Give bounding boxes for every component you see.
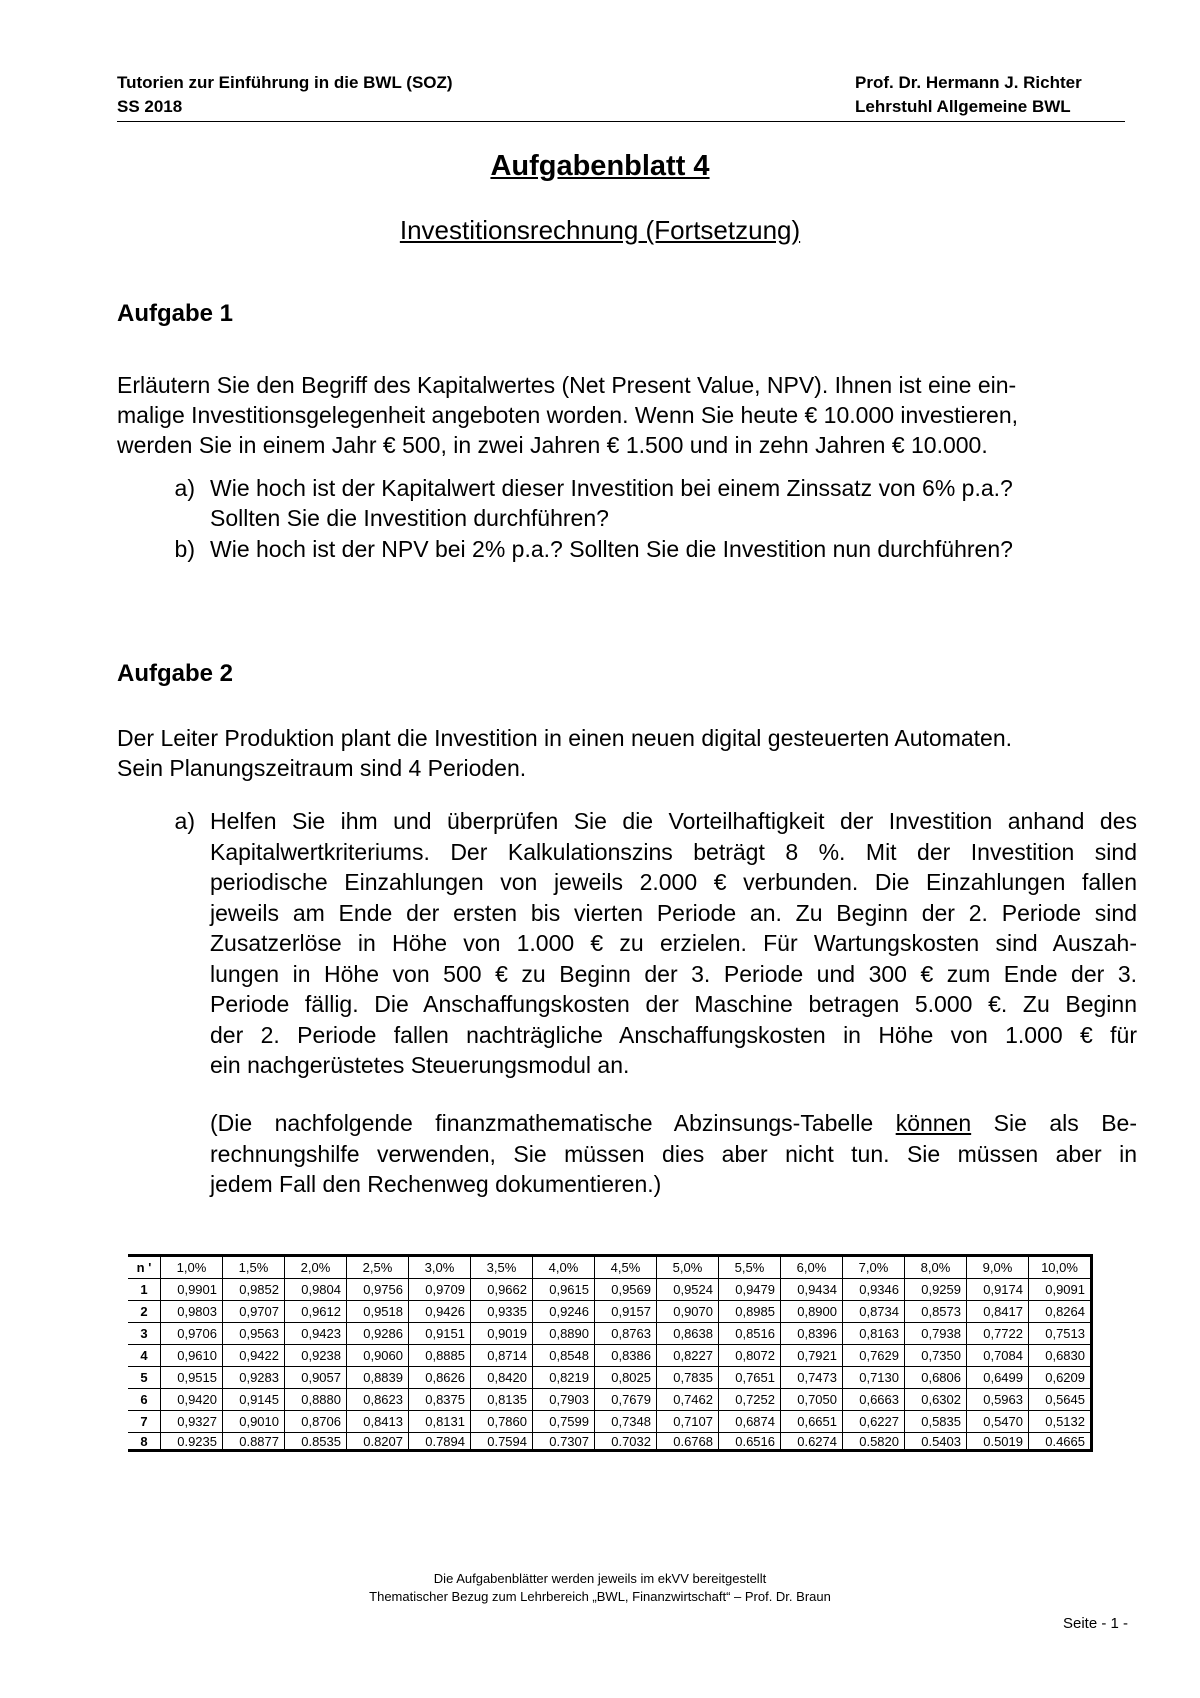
table-row [128,1279,1092,1301]
table-value-cell: 0,7679 [595,1389,657,1411]
table-value-cell: 0,7938 [905,1323,967,1345]
table-value-cell: 0.6516 [719,1433,781,1451]
note-line-3: jedem Fall den Rechenweg dokumentieren.) [210,1171,662,1197]
task2-item-a-line: Helfen Sie ihm und überprüfen Sie die Vorteilhaftigkeit der Investition anhand des [210,808,1137,834]
table-header-cell: 2,5% [347,1256,409,1279]
table-value-cell: 0,7130 [843,1367,905,1389]
task2-item-a-line: Zusatzerlöse in Höhe von 1.000 € zu erzielen. Für Wartungskosten sind Auszah- [210,930,1137,956]
table-value-cell: 0,8573 [905,1301,967,1323]
table-value-cell: 0,8900 [781,1301,843,1323]
note-line-2: rechnungshilfe verwenden, Sie müssen dies aber nicht tun. Sie müssen aber in [210,1140,1137,1167]
table-value-cell: 0,7903 [533,1389,595,1411]
table-value-cell: 0,7348 [595,1411,657,1433]
table-value-cell: 0.6768 [657,1433,719,1451]
table-header-cell: 1,0% [161,1256,223,1279]
table-value-cell: 0,9157 [595,1301,657,1323]
table-value-cell: 0,7462 [657,1389,719,1411]
table-corner-cell: n ' [128,1256,161,1279]
note-line-1 [210,1108,1137,1139]
table-value-cell: 0,9423 [285,1323,347,1345]
table-header-cell: 2,0% [285,1256,347,1279]
table-value-cell: 0,8839 [347,1367,409,1389]
table-value-cell: 0,8714 [471,1345,533,1367]
table-value-cell: 0,9479 [719,1279,781,1301]
table-header-cell: 4,0% [533,1256,595,1279]
table-header-cell: 3,0% [409,1256,471,1279]
table-value-cell: 0.8535 [285,1433,347,1451]
table-value-cell: 0,9019 [471,1323,533,1345]
note-emphasis: können [895,1110,972,1136]
table-value-cell: 0,9070 [657,1301,719,1323]
table-value-cell: 0,5470 [967,1411,1029,1433]
table-value-cell: 0,5645 [1029,1389,1092,1411]
table-value-cell: 0,9852 [223,1279,285,1301]
table-value-cell: 0,6874 [719,1411,781,1433]
table-value-cell: 0,9707 [223,1301,285,1323]
table-value-cell: 0,9804 [285,1279,347,1301]
table-value-cell: 0,7860 [471,1411,533,1433]
task1-item-a-line: Sollten Sie die Investition durchführen? [210,505,609,531]
table-header-cell: 6,0% [781,1256,843,1279]
table-value-cell: 0,6830 [1029,1345,1092,1367]
table-value-cell: 0,8227 [657,1345,719,1367]
table-value-cell: 0,7835 [657,1367,719,1389]
table-value-cell: 0,9259 [905,1279,967,1301]
table-value-cell: 0,8885 [409,1345,471,1367]
page-number: Seite - 1 - [1062,1615,1128,1632]
task2-item-a-line: jeweils am Ende der ersten bis vierten Periode an. Zu Beginn der 2. Periode sind [210,899,1137,926]
table-header-cell: 5,5% [719,1256,781,1279]
table-value-cell: 0,9335 [471,1301,533,1323]
table-value-cell: 0,8734 [843,1301,905,1323]
table-value-cell: 0,8386 [595,1345,657,1367]
table-value-cell: 0,9518 [347,1301,409,1323]
task2-item-a-label: a) [174,808,195,834]
table-value-cell: 0,9434 [781,1279,843,1301]
table-value-cell: 0,9569 [595,1279,657,1301]
task1-intro [117,370,1137,460]
table-value-cell: 0,7513 [1029,1323,1092,1345]
table-value-cell: 0,7722 [967,1323,1029,1345]
table-header-cell: 5,0% [657,1256,719,1279]
table-row [128,1389,1092,1411]
table-value-cell: 0,9615 [533,1279,595,1301]
task1-item-b-label: b) [174,536,195,562]
table-value-cell: 0.7032 [595,1433,657,1451]
table-value-cell: 0,8516 [719,1323,781,1345]
table-value-cell: 0,8135 [471,1389,533,1411]
task1-intro-line: Erläutern Sie den Begriff des Kapitalwertes (Net Present Value, NPV). Ihnen ist eine ein- [117,372,1017,398]
table-value-cell: 0.6274 [781,1433,843,1451]
table-value-cell: 0,9756 [347,1279,409,1301]
table-value-cell: 0,9010 [223,1411,285,1433]
table-value-cell: 0,9422 [223,1345,285,1367]
table-value-cell: 0,9286 [347,1323,409,1345]
table-value-cell: 0,9091 [1029,1279,1092,1301]
table-value-cell: 0,9612 [285,1301,347,1323]
table-value-cell: 0,9283 [223,1367,285,1389]
table-value-cell: 0,8890 [533,1323,595,1345]
table-header-cell: 4,5% [595,1256,657,1279]
task1-item-a-label: a) [174,475,195,501]
task1-item-b [117,534,1137,564]
table-value-cell: 0,6209 [1029,1367,1092,1389]
table-header-cell: 3,5% [471,1256,533,1279]
table-value-cell: 0,8413 [347,1411,409,1433]
footer-line-1: Die Aufgabenblätter werden jeweils im ekVV bereitgestellt [433,1571,767,1586]
task1-intro-line: werden Sie in einem Jahr € 500, in zwei Jahren € 1.500 und in zehn Jahren € 10.000. [117,432,988,458]
table-value-cell: 0,6227 [843,1411,905,1433]
table-value-cell: 0,8638 [657,1323,719,1345]
task1-item-b-line: Wie hoch ist der NPV bei 2% p.a.? Sollten Sie die Investition nun durchführen? [210,536,1013,562]
discount-factor-table [128,1254,1093,1452]
table-value-cell: 0,8763 [595,1323,657,1345]
table-value-cell: 0,9709 [409,1279,471,1301]
table-row [128,1345,1092,1367]
table-value-cell: 0,9901 [161,1279,223,1301]
table-value-cell: 0.8877 [223,1433,285,1451]
table-value-cell: 0,8626 [409,1367,471,1389]
table-value-cell: 0,7107 [657,1411,719,1433]
table-header-cell: 9,0% [967,1256,1029,1279]
table-period-cell: 3 [128,1323,161,1345]
table-value-cell: 0,8706 [285,1411,347,1433]
task2-item-a-line: der 2. Periode fallen nachträgliche Anschaffungskosten in Höhe von 1.000 € für [210,1021,1137,1048]
task2-item-a [117,806,1137,1081]
table-value-cell: 0,8163 [843,1323,905,1345]
note-part2: Sie als Be- [971,1110,1137,1136]
task2-item-a-line: lungen in Höhe von 500 € zu Beginn der 3. Periode und 300 € zum Ende der 3. [210,960,1137,987]
table-value-cell: 0,7629 [843,1345,905,1367]
table-value-cell: 0,8420 [471,1367,533,1389]
note-part1: (Die nachfolgende finanzmathematische Abzinsungs-Tabelle [210,1110,896,1136]
table-value-cell: 0,5963 [967,1389,1029,1411]
table-value-cell: 0,9246 [533,1301,595,1323]
table-value-cell: 0,9420 [161,1389,223,1411]
task2-item-a-line: Kapitalwertkriteriums. Der Kalkulationszins beträgt 8 %. Mit der Investition sind [210,838,1137,865]
table-value-cell: 0.7594 [471,1433,533,1451]
table-value-cell: 0,7350 [905,1345,967,1367]
table-value-cell: 0,8072 [719,1345,781,1367]
table-value-cell: 0,5835 [905,1411,967,1433]
page-title: Aufgabenblatt 4 [490,150,710,182]
task2-item-a-line: ein nachgerüstetes Steuerungsmodul an. [210,1052,630,1078]
table-period-cell: 1 [128,1279,161,1301]
table-value-cell: 0,8548 [533,1345,595,1367]
table-row [128,1433,1092,1451]
table-value-cell: 0,9060 [347,1345,409,1367]
table-value-cell: 0,7599 [533,1411,595,1433]
table-value-cell: 0,9145 [223,1389,285,1411]
table-value-cell: 0,8264 [1029,1301,1092,1323]
table-period-cell: 8 [128,1433,161,1451]
task2-item-a-line: Periode fällig. Die Anschaffungskosten der Maschine betragen 5.000 €. Zu Beginn [210,991,1137,1017]
table-value-cell: 0,9524 [657,1279,719,1301]
table-value-cell: 0,7252 [719,1389,781,1411]
table-row [128,1411,1092,1433]
header-professor: Prof. Dr. Hermann J. Richter [855,73,1082,92]
task2-note [210,1108,1137,1200]
task1-item-a-line: Wie hoch ist der Kapitalwert dieser Investition bei einem Zinssatz von 6% p.a.? [210,475,1013,501]
table-value-cell: 0,9610 [161,1345,223,1367]
table-value-cell: 0.9235 [161,1433,223,1451]
table-value-cell: 0,8417 [967,1301,1029,1323]
table-value-cell: 0,6302 [905,1389,967,1411]
table-value-cell: 0,9346 [843,1279,905,1301]
table-value-cell: 0,9174 [967,1279,1029,1301]
table-value-cell: 0,8396 [781,1323,843,1345]
task2-intro-line: Sein Planungszeitraum sind 4 Perioden. [117,755,527,781]
table-value-cell: 0,9662 [471,1279,533,1301]
table-value-cell: 0,7651 [719,1367,781,1389]
task2-intro-line: Der Leiter Produktion plant die Investition in einen neuen digital gesteuerten Automaten. [117,725,1013,751]
table-value-cell: 0,9057 [285,1367,347,1389]
table-value-cell: 0,8025 [595,1367,657,1389]
table-header-cell: 7,0% [843,1256,905,1279]
task1-intro-line: malige Investitionsgelegenheit angeboten worden. Wenn Sie heute € 10.000 investieren, [117,402,1019,428]
task1-heading: Aufgabe 1 [117,300,234,327]
table-period-cell: 7 [128,1411,161,1433]
table-header-cell: 1,5% [223,1256,285,1279]
table-value-cell: 0.5019 [967,1433,1029,1451]
table-value-cell: 0,6806 [905,1367,967,1389]
table-row [128,1367,1092,1389]
table-row [128,1301,1092,1323]
table-value-cell: 0.4665 [1029,1433,1092,1451]
table-value-cell: 0,8219 [533,1367,595,1389]
table-value-cell: 0,8375 [409,1389,471,1411]
task1-item-a [117,473,1137,533]
table-value-cell: 0,9563 [223,1323,285,1345]
table-value-cell: 0,7050 [781,1389,843,1411]
footer-line-2: Thematischer Bezug zum Lehrbereich „BWL, Finanzwirtschaft“ – Prof. Dr. Braun [369,1589,831,1604]
task2-item-a-line: periodische Einzahlungen von jeweils 2.000 € verbunden. Die Einzahlungen fallen [210,869,1137,895]
task2-intro [117,723,1137,783]
table-value-cell: 0.5403 [905,1433,967,1451]
table-period-cell: 5 [128,1367,161,1389]
header-semester: SS 2018 [117,97,183,116]
table-value-cell: 0,9327 [161,1411,223,1433]
table-value-cell: 0.5820 [843,1433,905,1451]
table-value-cell: 0,6663 [843,1389,905,1411]
table-value-cell: 0,8880 [285,1389,347,1411]
table-value-cell: 0,9803 [161,1301,223,1323]
table-value-cell: 0,8985 [719,1301,781,1323]
table-value-cell: 0,9515 [161,1367,223,1389]
table-header-row [128,1256,1092,1279]
table-period-cell: 4 [128,1345,161,1367]
table-value-cell: 0,7473 [781,1367,843,1389]
table-value-cell: 0,8131 [409,1411,471,1433]
table-value-cell: 0,9426 [409,1301,471,1323]
table-header-cell: 10,0% [1029,1256,1092,1279]
header-course: Tutorien zur Einführung in die BWL (SOZ) [117,73,453,92]
table-value-cell: 0,9238 [285,1345,347,1367]
table-period-cell: 2 [128,1301,161,1323]
table-value-cell: 0,9151 [409,1323,471,1345]
table-value-cell: 0,5132 [1029,1411,1092,1433]
table-row [128,1323,1092,1345]
table-value-cell: 0,8623 [347,1389,409,1411]
page-subtitle: Investitionsrechnung (Fortsetzung) [399,215,801,245]
table-value-cell: 0,7084 [967,1345,1029,1367]
table-value-cell: 0,6499 [967,1367,1029,1389]
table-value-cell: 0,7921 [781,1345,843,1367]
task2-heading: Aufgabe 2 [117,660,234,687]
table-value-cell: 0,9706 [161,1323,223,1345]
table-header-cell: 8,0% [905,1256,967,1279]
table-value-cell: 0.7894 [409,1433,471,1451]
page-header [117,71,1125,122]
header-chair: Lehrstuhl Allgemeine BWL [855,97,1071,116]
table-value-cell: 0.8207 [347,1433,409,1451]
page-footer [0,1570,1200,1606]
table-value-cell: 0,6651 [781,1411,843,1433]
table-period-cell: 6 [128,1389,161,1411]
table-value-cell: 0.7307 [533,1433,595,1451]
